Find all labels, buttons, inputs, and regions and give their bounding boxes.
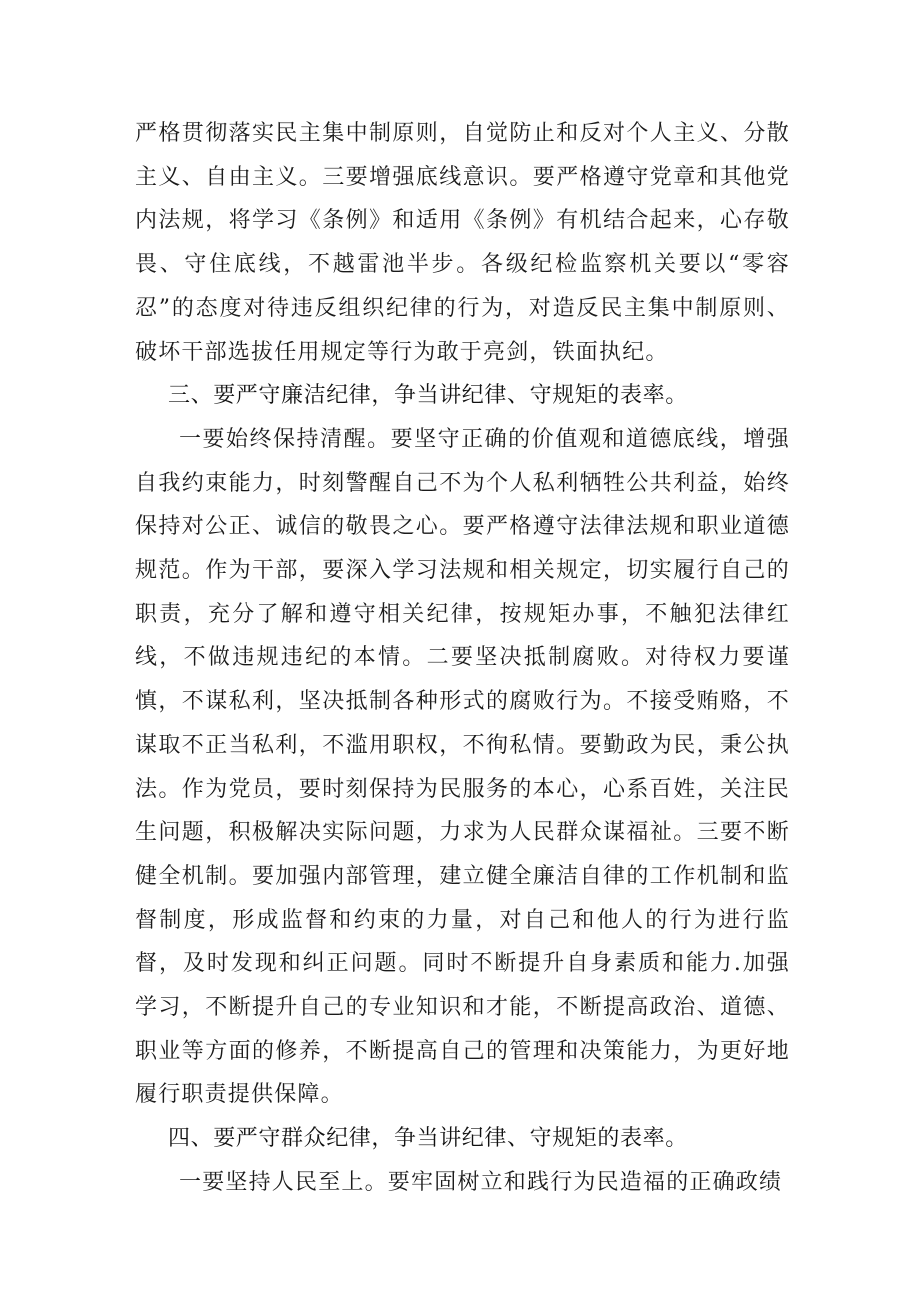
paragraph-integrity-discipline: 一要始终保持清醒。要坚守正确的价值观和道德底线，增强自我约束能力，时刻警醒自己不为个人私利牺牲公共利益，始终保持对公正、诚信的敬畏之心。要严格遵守法律法规和职业道德规范。作为干部，要深入学习法规和相关规定，切实履行自己的职责，充分了解和遵守相关纪律，按规矩办事，不触犯法律红线，不做违规违纪的本情。二要坚决抵制腐败。对待权力要谨慎，不谋私利，坚决抵制各种形式的腐败行为。不接受贿赂，不谋取不正当私利，不滥用职权，不徇私情。要勤政为民，秉公执法。作为党员，要时刻保持为民服务的本心，心系百姓，关注民生问题，积极解决实际问题，力求为人民群众谋福祉。三要不断健全机制。要加强内部管理，建立健全廉洁自律的工作机制和监督制度，形成监督和约束的力量，对自己和他人的行为进行监督，及时发现和纠正问题。同时不断提升自身素质和能力.加强学习，不断提升自己的专业知识和才能，不断提高政治、道德、职业等方面的修养，不断提高自己的管理和决策能力，为更好地履行职责提供保障。: [135, 426, 790, 1108]
document-body: [135, 112, 790, 1205]
paragraph-mass-discipline-start: 一要坚持人民至上。要牢固树立和践行为民造福的正确政绩: [179, 1169, 783, 1195]
section-heading-mass-discipline: 四、要严守群众纪律，争当讲纪律、守规矩的表率。: [168, 1126, 688, 1152]
paragraph-organizational-discipline-end: 严格贯彻落实民主集中制原则，自觉防止和反对个人主义、分散主义、自由主义。三要增强底线意识。要严格遵守党章和其他党内法规，将学习《条例》和适用《条例》有机结合起来，心存敬畏、守住底线，不越雷池半步。各级纪检监察机关要以“零容忍”的态度对待违反组织纪律的行为，对造反民主集中制原则、破坏干部选拔任用规定等行为敢于亮剑，铁面执纪。: [135, 121, 790, 365]
section-heading-integrity-discipline: 三、要严守廉洁纪律，争当讲纪律、守规矩的表率。: [168, 383, 688, 409]
